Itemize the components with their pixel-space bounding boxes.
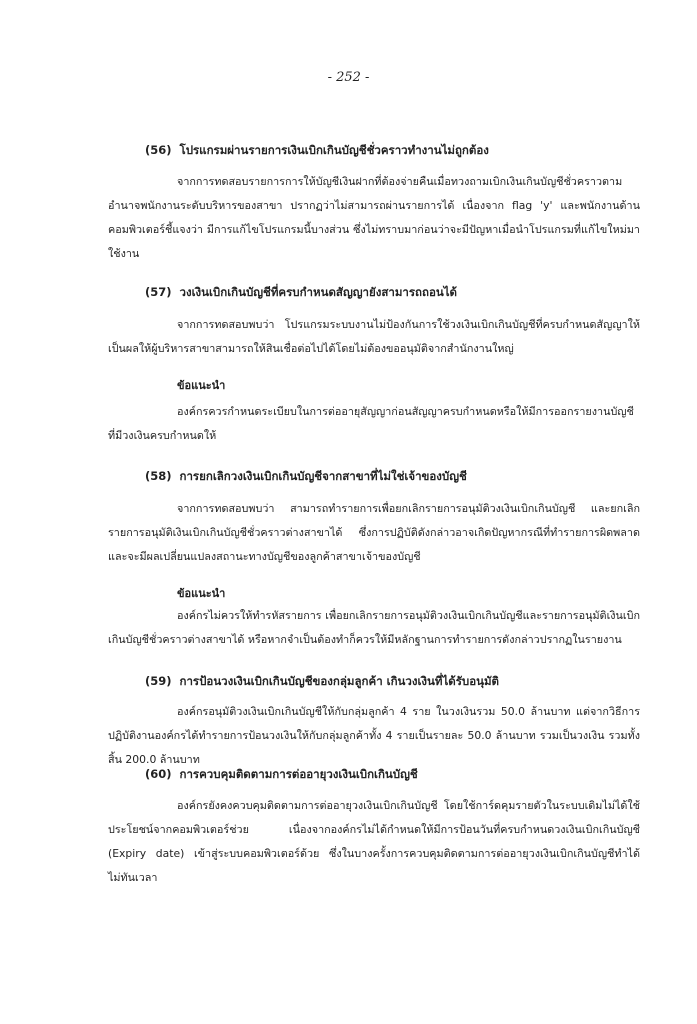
paragraph-text: จากการทดสอบพบว่า สามารถทำรายการเพื่อยกเลิกรายการอนุมัติวงเงินเบิกเกินบัญชี และยกเลิกรายการอนุมัติเงินเบิกเกินบัญชีชั่วคราวต่างสาขาได้ ซึ่งการปฏิบัติดังกล่าวอาจเกิดปัญหากรณีที่ทำรายการผิดพลาดและจะมีผลเปลี่ยนแปลงสถานะทางบัญชีของลูกค้าสาขาเจ้าของบัญชี: [108, 502, 640, 563]
paragraph-text: องค์กรยังคงควบคุมติดตามการต่ออายุวงเงินเบิกเกินบัญชี โดยใช้การ์ดคุมรายตัวในระบบเดิมไม่ได้ใช้ประโยชน์จากคอมพิวเตอร์ช่วย เนื่องจากองค์กรไม่ได้กำหนดให้มีการป้อนวันที่ครบกำหนดวงเงินเบิกเกินบัญชี (Expiry date) เข้าสู่ระบบคอมพิวเตอร์ด้วย ซึ่งในบางครั้งการควบคุมติดตามการต่ออายุวงเงินเบิกเกินบัญชีทำได้ไม่ทันเวลา: [108, 799, 640, 884]
section-title: การควบคุมติดตามการต่ออายุวงเงินเบิกเกินบัญชี: [179, 767, 418, 781]
section-heading-56: [145, 142, 489, 160]
section-number: (57): [145, 285, 172, 299]
paragraph-text: จากการทดสอบพบว่า โปรแกรมระบบงานไม่ป้องกันการใช้วงเงินเบิกเกินบัญชีที่ครบกำหนดสัญญาให้ เป็นผลให้ผู้บริหารสาขาสามารถให้สินเชื่อต่อไปได้โดยไม่ต้องขออนุมัติจากสำนักงานใหญ่: [108, 318, 640, 355]
page-number: - 252 -: [327, 70, 370, 85]
section-paragraph-59: [108, 700, 640, 772]
recommendation-text: องค์กรควรกำหนดระเบียบในการต่ออายุสัญญาก่อนสัญญาครบกำหนดหรือให้มีการออกรายงานบัญชีที่มีวงเงินครบกำหนดให้: [108, 405, 634, 442]
section-heading-57: [145, 284, 457, 302]
section-paragraph-57: [108, 313, 640, 361]
recommendation-label-58: ข้อแนะนำ: [177, 587, 226, 600]
section-number: (60): [145, 767, 172, 781]
section-title: โปรแกรมผ่านรายการเงินเบิกเกินบัญชีชั่วคราวทำงานไม่ถูกต้อง: [179, 143, 489, 157]
paragraph-text: องค์กรอนุมัติวงเงินเบิกเกินบัญชีให้กับกลุ่มลูกค้า 4 ราย ในวงเงินรวม 50.0 ล้านบาท แต่จากวิธีการปฏิบัติงานองค์กรได้ทำรายการป้อนวงเงินให้กับกลุ่มลูกค้าทั้ง 4 รายเป็นรายละ 50.0 ล้านบาท รวมเป็นวงเงิน รวมทั้งสิ้น 200.0 ล้านบาท: [108, 705, 640, 766]
recommendation-paragraph-58: [108, 604, 640, 652]
recommendation-paragraph-57: [108, 400, 640, 448]
section-number: (56): [145, 143, 172, 157]
section-heading-60: [145, 766, 418, 784]
section-number: (59): [145, 674, 172, 688]
section-title: การป้อนวงเงินเบิกเกินบัญชีของกลุ่มลูกค้า เกินวงเงินที่ได้รับอนุมัติ: [179, 674, 500, 688]
recommendation-text: องค์กรไม่ควรให้ทำรหัสรายการ เพื่อยกเลิกรายการอนุมัติวงเงินเบิกเกินบัญชีและรายการอนุมัติเงินเบิกเกินบัญชีชั่วคราวต่างสาขาได้ หรือหากจำเป็นต้องทำก็ควรให้มีหลักฐานการทำรายการดังกล่าวปรากฏในรายงาน: [108, 609, 640, 646]
section-number: (58): [145, 469, 172, 483]
section-paragraph-58: [108, 497, 640, 569]
section-paragraph-60: [108, 794, 640, 890]
section-heading-58: [145, 468, 467, 486]
section-title: การยกเลิกวงเงินเบิกเกินบัญชีจากสาขาที่ไม่ใช่เจ้าของบัญชี: [179, 469, 467, 483]
section-heading-59: [145, 673, 499, 691]
recommendation-label-57: ข้อแนะนำ: [177, 379, 226, 392]
section-paragraph-56: [108, 170, 640, 266]
section-title: วงเงินเบิกเกินบัญชีที่ครบกำหนดสัญญายังสามารถถอนได้: [179, 285, 457, 299]
paragraph-text: จากการทดสอบรายการการให้บัญชีเงินฝากที่ต้องจ่ายคืนเมื่อทวงถามเบิกเงินเกินบัญชีชั่วคราวตามอำนาจพนักงานระดับบริหารของสาขา ปรากฏว่าไม่สามารถผ่านรายการได้ เนื่องจาก flag 'y' และพนักงานด้านคอมพิวเตอร์ชี้แจงว่า มีการแก้ไขโปรแกรมนี้บางส่วน ซึ่งไม่ทราบมาก่อนว่าจะมีปัญหาเมื่อนำโปรแกรมที่แก้ไขใหม่มาใช้งาน: [108, 175, 640, 260]
